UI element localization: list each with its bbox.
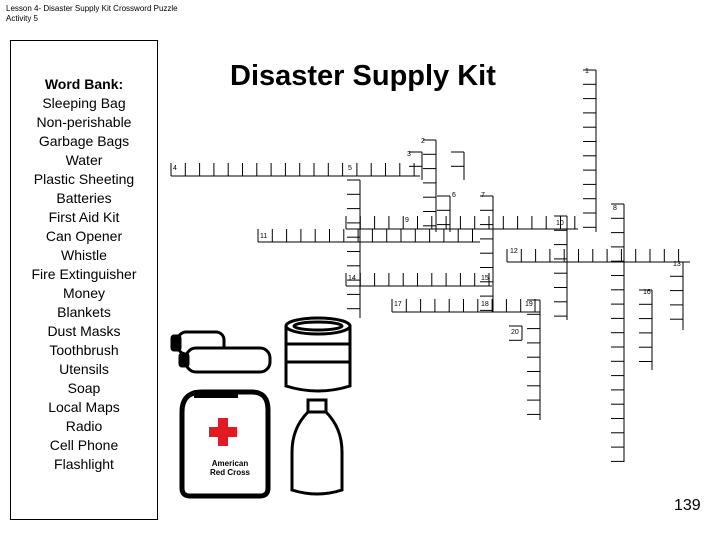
clue-number: 17 [394,301,402,308]
kit-label: Red Cross [209,468,251,477]
word-bank-word: Water [65,152,103,168]
activity-label: Activity 5 [6,14,39,23]
clue-number: 18 [481,301,489,308]
clue-number: 7 [481,192,485,199]
clue-number: 19 [525,301,533,308]
clue-number: 4 [173,165,177,172]
word-bank-word: Whistle [61,247,107,263]
word-bank-word: Soap [67,380,101,396]
word-bank-word: Can Opener [45,228,123,244]
supply-kit-illustration [168,312,368,502]
word-bank-word: Flashlight [54,456,114,472]
word-bank-word: First Aid Kit [48,209,120,225]
word-bank-word: Sleeping Bag [42,95,126,111]
clue-number: 9 [405,217,409,224]
clue-number: 14 [348,275,356,282]
word-bank-word: Money [62,285,106,301]
word-bank-word: Cell Phone [49,437,119,453]
clue-number: 13 [673,261,681,268]
word-bank-word: Non-perishable [36,114,132,130]
clue-number: 1 [585,68,589,75]
word-bank-word: Dust Masks [47,323,121,339]
clue-number: 15 [481,275,489,282]
word-bank-word: Garbage Bags [38,133,130,149]
word-bank-word: Local Maps [48,399,120,415]
word-bank-title: Word Bank: [44,76,124,92]
clue-number: 5 [348,165,352,172]
lesson-header: Lesson 4- Disaster Supply Kit Crossword Puzzle [6,4,178,13]
page-title: Disaster Supply Kit [230,60,496,92]
clue-number: 20 [511,329,519,336]
water-bottle-icon [292,400,342,494]
clue-number: 16 [643,289,651,296]
can-icon [286,318,350,391]
page-number: 139 [674,497,701,514]
clue-number: 12 [510,248,518,255]
word-bank-word: Radio [65,418,103,434]
word-bank-word: Utensils [59,361,109,377]
word-bank-word: Blankets [57,304,111,320]
clue-number: 10 [556,220,564,227]
batteries-icon [172,332,270,372]
clue-number: 2 [421,138,425,145]
word-bank-word: Plastic Sheeting [33,171,135,187]
word-bank-word: Toothbrush [49,342,119,358]
word-bank-word: Fire Extinguisher [31,266,137,282]
first-aid-kit-icon [182,390,268,496]
clue-number: 6 [452,192,456,199]
clue-number: 8 [613,205,617,212]
clue-number: 3 [407,151,411,158]
clue-number: 11 [260,233,268,240]
word-bank-word: Batteries [56,190,112,206]
kit-label: American [211,459,249,468]
